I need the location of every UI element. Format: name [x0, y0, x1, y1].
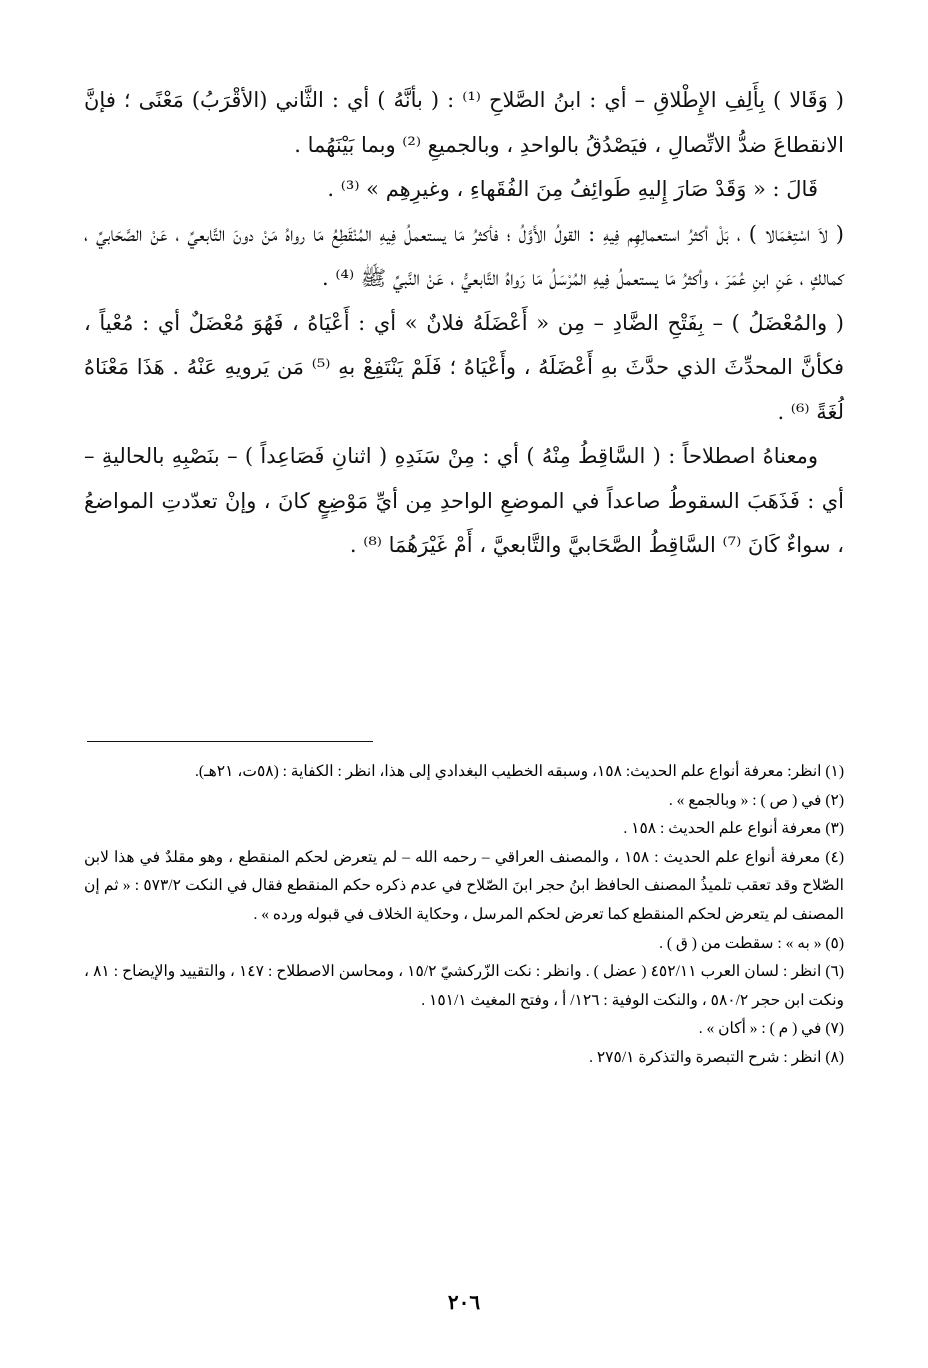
paragraph: ( وَقَالا ) بِأَلِفِ الإِطْلاقِ – أي : ابنُ الصَّلاحِ ⁽¹⁾ : ( بأنَّهُ ) أي : الثَّاني (الأقْرَبُ) مَعْنًى ؛ فإنَّ الانقطاعَ ضدُّ الاتِّصالِ ، فيَصْدُقُ بالواحدِ ، وبالجميعِ ⁽²⁾ وبما بَيْنَهُما .	[84, 88, 844, 157]
footnote: (٢) في ( ص ) : « وبالجمع » .	[668, 791, 844, 809]
paragraph: قَالَ : « وَقَدْ صَارَ إِليهِ طَوائِفُ مِنَ الفُقَهاءِ ، وغيرِهِم » ⁽³⁾ .	[327, 177, 818, 201]
footnote: (٤) معرفة أنواع علم الحديث : ١٥٨ ، والمصنف العراقي – رحمه الله – لم يتعرض لحكم المنقطع ، وهو مقلدٌ في هذا لابن الصّلاح وقد تعقب تلميذُ المصنف الحافظ ابنُ حجر ابنَ الصّلاح في عدم ذكره حكم المنقطع فقال في النكت ٥٧٣/٢ : « ثم إن المصنف لم يتعرض لحكم المنقطع كما تعرض لحكم المرسل ، وحكاية الخلاف في قبوله ورده » .	[84, 848, 844, 923]
paragraph: ومعناهُ اصطلاحاً : ( السَّاقِطُ مِنْهُ ) أي : مِنْ سَنَدِهِ ( اثنانِ فَصَاعِداً ) – بنَصْبِهِ بالحاليةِ – أي : فَذَهَبَ السقوطُ صاعداً في الموضعِ الواحدِ مِن أيِّ مَوْضِعٍ كانَ ، وإنْ تعدّدتِ المواضعُ ، سواءٌ كَانَ ⁽⁷⁾ السَّاقِطُ الصَّحَابيَّ والتَّابعيَّ ، أَمْ غَيْرَهُمَا ⁽⁸⁾ .	[84, 444, 844, 557]
footnotes	[84, 758, 844, 1073]
footnote: (٥) « به » : سقطت من ( ق ) .	[659, 934, 844, 952]
main-text	[84, 78, 844, 568]
paragraph: ( والمُعْضَلُ ) – بِفَتْحِ الضَّادِ – مِن « أَعْضَلَهُ فلانٌ » أي : أَعْيَاهُ ، فَهُوَ مُعْضَلٌ أي : مُعْياً ، فكأنَّ المحدِّثَ الذي حدَّثَ بهِ أَعْضَلَهُ ، وأَعْيَاهُ ؛ فَلَمْ يَنْتَفِعْ بهِ ⁽⁵⁾ مَن يَرويهِ عَنْهُ . هَذَا مَعْنَاهُ لُغَةً ⁽⁶⁾ .	[84, 310, 844, 424]
footnote: (٨) انظر : شرح التبصرة والتذكرة ٢٧٥/١ .	[589, 1048, 844, 1066]
footnote: (٦) انظر : لسان العرب ٤٥٢/١١ ( عضل ) . وانظر : نكت الزّركشيّ ١٥/٢ ، ومحاسن الاصطلاح : ١٤٧ ، والتقييد والإيضاح : ٨١ ، ونكت ابن حجر ٥٨٠/٢ ، والنكت الوفية : ١٢٦/ أ ، وفتح المغيث ١٥١/١ .	[84, 963, 844, 1009]
paragraph: ( لاَ اسْتِعْمَالا ) ، بَلْ أكثرُ استعمالِهِم فِيهِ : القولُ الأَوَّلُ ؛ فأكثرُ مَا يستعملُ فِيهِ المُنْقَطِعُ مَا رواهُ مَنْ دونَ التَّابعيِّ ، عَنْ الصَّحَابيِّ ، كمالكٍ ، عَنِ ابنِ عُمَرَ ، وأكثرُ مَا يستعملُ فِيهِ المُرْسَلُ مَا رَواهُ التَّابعيُّ ، عَنْ النَّبيِّ ﷺ ⁽⁴⁾ .	[84, 221, 844, 290]
page-number: ٢٠٦	[447, 1292, 481, 1314]
footnote-separator	[87, 741, 373, 742]
footnote: (٣) معرفة أنواع علم الحديث : ١٥٨ .	[623, 820, 844, 838]
footnote: (١) انظر: معرفة أنواع علم الحديث: ١٥٨، وسبقه الخطيب البغدادي إلى هذا، انظر : الكفاية : (٥٨ت، ٢١هـ).	[195, 763, 844, 780]
footnote: (٧) في ( م ) : « أكان » .	[698, 1020, 844, 1038]
